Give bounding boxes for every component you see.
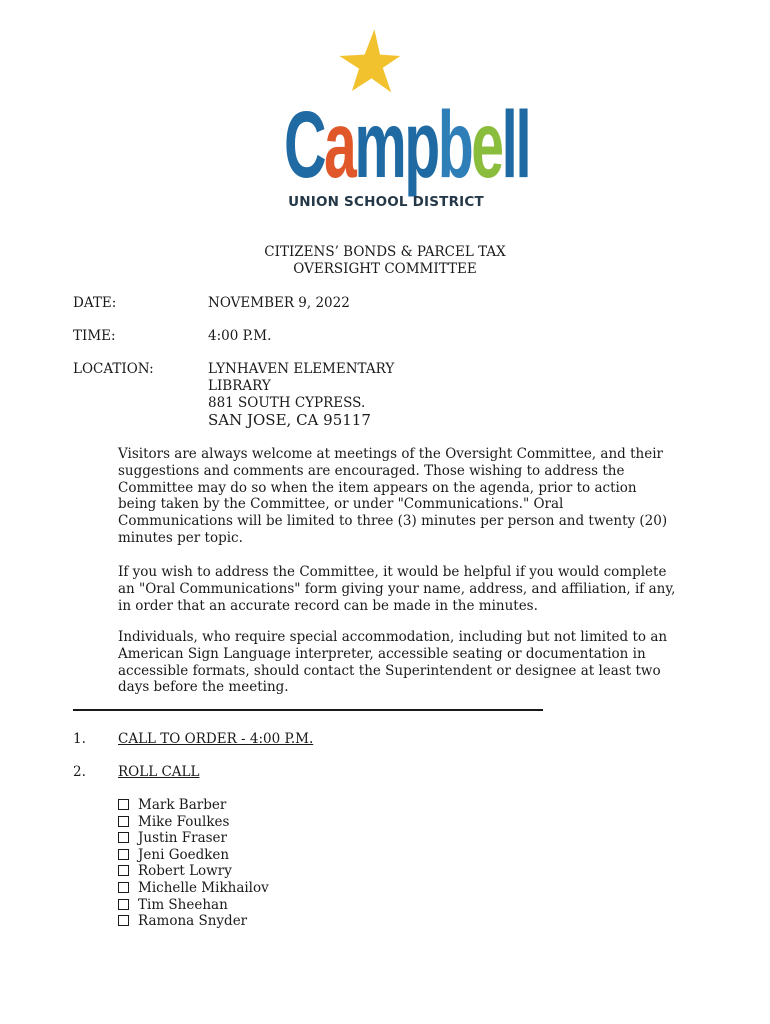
checkbox-icon[interactable] bbox=[118, 799, 129, 810]
agenda-item-roll-call: ROLL CALL bbox=[118, 764, 200, 780]
location-line: LYNHAVEN ELEMENTARY bbox=[208, 361, 395, 377]
member-name: Ramona Snyder bbox=[138, 913, 248, 930]
checkbox-icon[interactable] bbox=[118, 865, 129, 876]
location-line: LIBRARY bbox=[208, 378, 271, 394]
date-label: DATE: bbox=[73, 295, 117, 311]
logo-subtitle: UNION SCHOOL DISTRICT bbox=[288, 194, 484, 210]
district-logo bbox=[280, 28, 530, 213]
logo-letter: m bbox=[354, 92, 405, 198]
roll-call-member bbox=[118, 880, 269, 897]
logo-letter: b bbox=[437, 92, 472, 198]
roll-call-list bbox=[118, 797, 269, 930]
checkbox-icon[interactable] bbox=[118, 816, 129, 827]
checkbox-icon[interactable] bbox=[118, 882, 129, 893]
checkbox-icon[interactable] bbox=[118, 832, 129, 843]
time-label: TIME: bbox=[73, 328, 116, 344]
roll-call-member bbox=[118, 897, 269, 914]
member-name: Justin Fraser bbox=[138, 830, 228, 847]
accommodation-notice bbox=[118, 629, 678, 696]
roll-call-member bbox=[118, 797, 269, 814]
notice-paragraph: Visitors are always welcome at meetings of the Oversight Committee, and their suggestions and comments are encouraged. Those wishing to address the Committee may do so when the item appears on the agenda, prior to action being taken by the Committee, or under "Communications." Oral Communications will be limited to three (3) minutes per person and twenty (20) minutes per topic. bbox=[118, 446, 668, 546]
notice-paragraph: Individuals, who require special accommodation, including but not limited to an American Sign Language interpreter, accessible seating or documentation in accessible formats, should contact the Superintendent or designee at least two days before the meeting. bbox=[118, 629, 668, 696]
roll-call-member bbox=[118, 814, 269, 831]
checkbox-icon[interactable] bbox=[118, 899, 129, 910]
visitors-notice bbox=[118, 446, 678, 547]
logo-letter: e bbox=[471, 92, 502, 198]
location-line: SAN JOSE, CA 95117 bbox=[208, 411, 371, 429]
member-name: Jeni Goedken bbox=[138, 846, 230, 863]
agenda-item-number: 1. bbox=[73, 731, 86, 747]
member-name: Tim Sheehan bbox=[138, 896, 228, 913]
roll-call-member bbox=[118, 830, 269, 847]
logo-letter: C bbox=[284, 92, 325, 198]
oral-communications-notice bbox=[118, 564, 678, 614]
checkbox-icon[interactable] bbox=[118, 915, 129, 926]
member-name: Robert Lowry bbox=[138, 863, 232, 880]
date-value: NOVEMBER 9, 2022 bbox=[208, 295, 350, 311]
roll-call-member bbox=[118, 863, 269, 880]
member-name: Michelle Mikhailov bbox=[138, 879, 269, 896]
logo-letter: p bbox=[404, 92, 438, 198]
logo-wordmark bbox=[284, 92, 530, 198]
star-icon bbox=[330, 28, 402, 98]
logo-letter: l bbox=[515, 92, 530, 198]
agenda-item-number: 2. bbox=[73, 764, 86, 780]
notice-paragraph: If you wish to address the Committee, it would be helpful if you would complete an "Oral Communications" form giving your name, address, and affiliation, if any, in order that an accurate record can be made in the minutes. bbox=[118, 564, 676, 614]
time-value: 4:00 P.M. bbox=[208, 328, 272, 344]
section-divider bbox=[73, 709, 543, 711]
roll-call-member bbox=[118, 913, 269, 930]
agenda-item-call-to-order: CALL TO ORDER - 4:00 P.M. bbox=[118, 731, 314, 747]
committee-title-line-1: CITIZENS’ BONDS & PARCEL TAX bbox=[264, 244, 506, 260]
member-name: Mike Foulkes bbox=[138, 813, 230, 830]
member-name: Mark Barber bbox=[138, 797, 227, 813]
roll-call-member bbox=[118, 847, 269, 864]
logo-letter: a bbox=[324, 92, 355, 198]
checkbox-icon[interactable] bbox=[118, 849, 129, 860]
location-label: LOCATION: bbox=[73, 361, 154, 377]
logo-letter: l bbox=[501, 92, 516, 198]
location-line: 881 SOUTH CYPRESS. bbox=[208, 395, 366, 411]
committee-title-line-2: OVERSIGHT COMMITTEE bbox=[293, 261, 477, 277]
